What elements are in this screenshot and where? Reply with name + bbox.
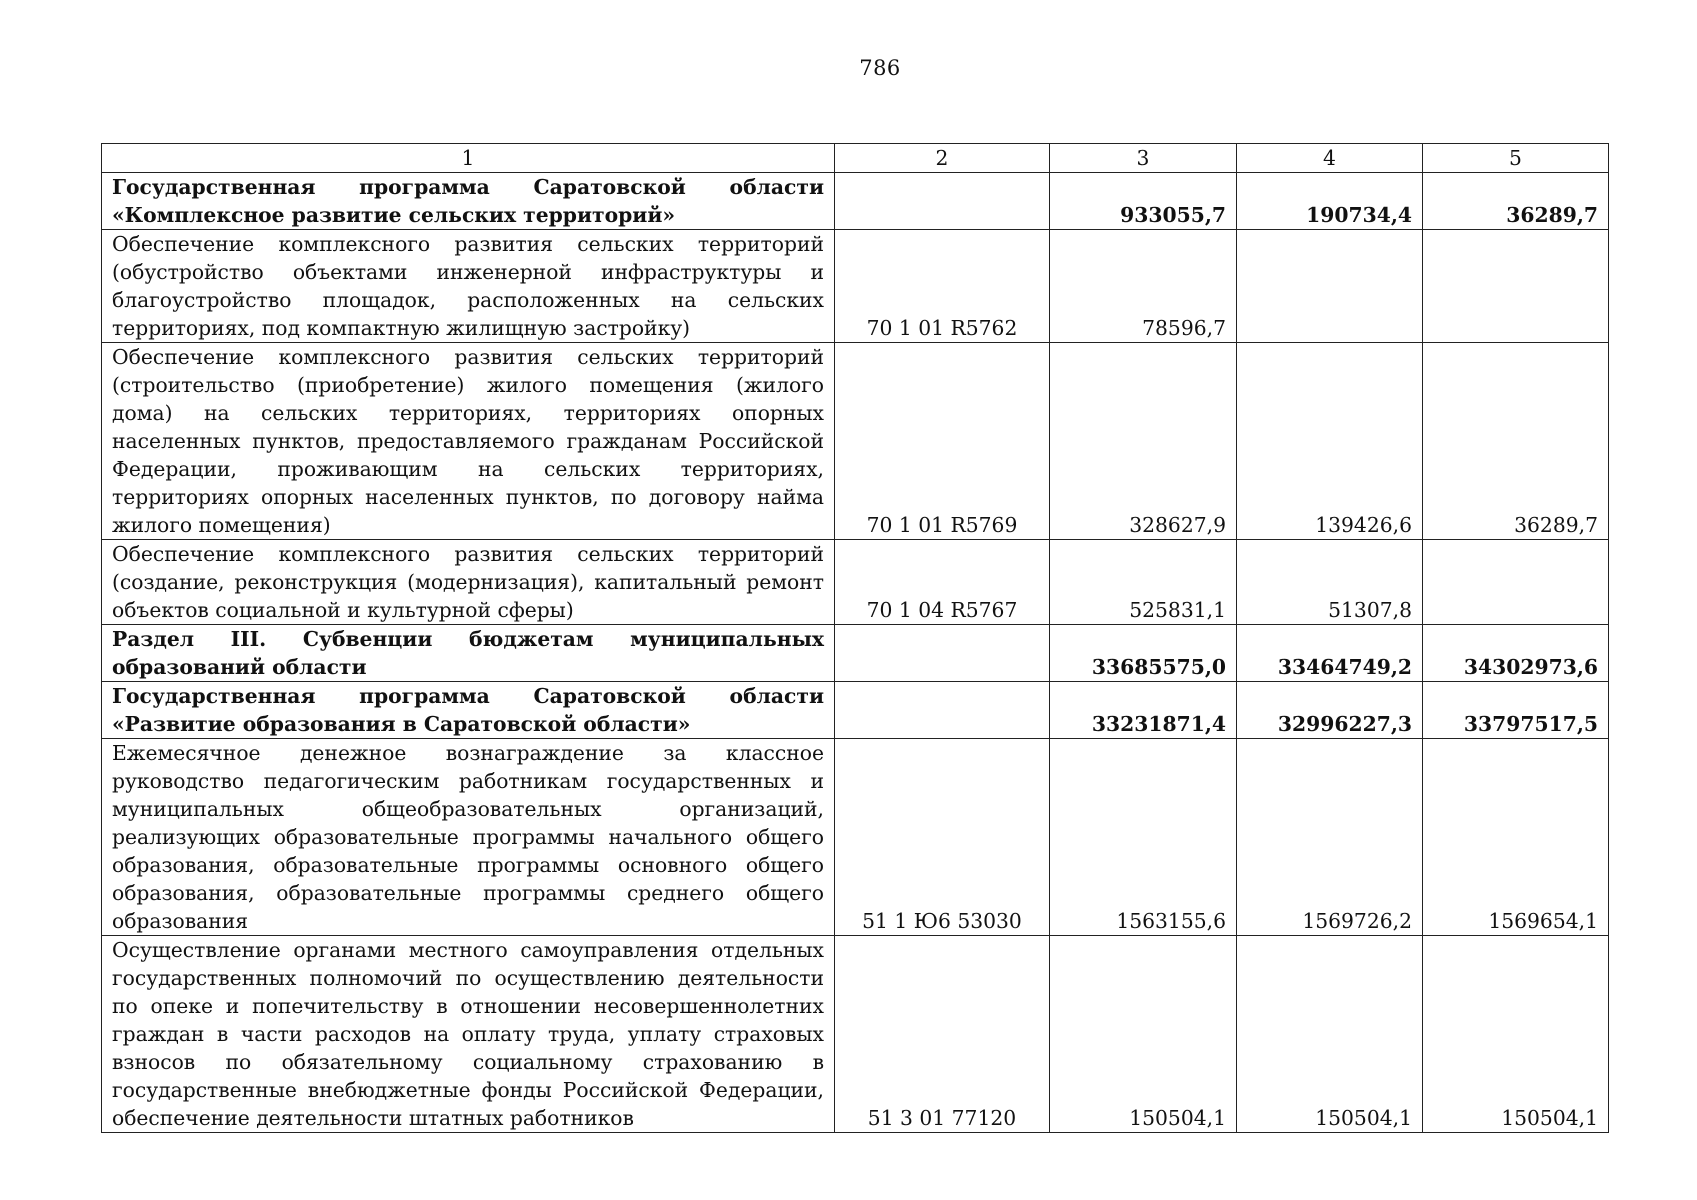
table-row xyxy=(102,230,1609,343)
row-name: Обеспечение комплексного развития сельских территорий (создание, реконструкция (модернизация), капитальный ремонт объектов социальной и культурной сферы) xyxy=(102,540,835,625)
row-code xyxy=(835,173,1050,230)
table-row-program xyxy=(102,173,1609,230)
table-row xyxy=(102,936,1609,1133)
row-value-col5: 150504,1 xyxy=(1423,936,1609,1133)
row-code: 70 1 04 R5767 xyxy=(835,540,1050,625)
row-code: 51 3 01 77120 xyxy=(835,936,1050,1133)
column-header: 4 xyxy=(1237,144,1423,173)
row-value-col3: 78596,7 xyxy=(1050,230,1237,343)
row-value-col5: 34302973,6 xyxy=(1423,625,1609,682)
row-code: 51 1 Ю6 53030 xyxy=(835,739,1050,936)
row-value-col5: 1569654,1 xyxy=(1423,739,1609,936)
row-value-col3: 1563155,6 xyxy=(1050,739,1237,936)
row-name: Раздел III. Субвенции бюджетам муниципальных образований области xyxy=(102,625,835,682)
table-header-row xyxy=(102,144,1609,173)
column-header: 3 xyxy=(1050,144,1237,173)
row-value-col4 xyxy=(1237,230,1423,343)
row-code: 70 1 01 R5762 xyxy=(835,230,1050,343)
table-row xyxy=(102,540,1609,625)
table-row-section xyxy=(102,625,1609,682)
table-row xyxy=(102,343,1609,540)
row-value-col5: 33797517,5 xyxy=(1423,682,1609,739)
row-value-col3: 33231871,4 xyxy=(1050,682,1237,739)
row-value-col4: 139426,6 xyxy=(1237,343,1423,540)
row-code xyxy=(835,682,1050,739)
row-value-col4: 51307,8 xyxy=(1237,540,1423,625)
row-name: Ежемесячное денежное вознаграждение за классное руководство педагогическим работникам государственных и муниципальных общеобразовательных организаций, реализующих образовательные программы начального общего образования, образовательные программы основного общего образования, образовательные программы среднего общего образования xyxy=(102,739,835,936)
row-name: Государственная программа Саратовской области «Комплексное развитие сельских территорий» xyxy=(102,173,835,230)
row-value-col3: 328627,9 xyxy=(1050,343,1237,540)
row-value-col3: 33685575,0 xyxy=(1050,625,1237,682)
row-value-col4: 33464749,2 xyxy=(1237,625,1423,682)
budget-table xyxy=(101,143,1609,1133)
table-row-program xyxy=(102,682,1609,739)
row-code: 70 1 01 R5769 xyxy=(835,343,1050,540)
table-row xyxy=(102,739,1609,936)
row-value-col5: 36289,7 xyxy=(1423,173,1609,230)
row-value-col5: 36289,7 xyxy=(1423,343,1609,540)
row-name: Государственная программа Саратовской области «Развитие образования в Саратовской области» xyxy=(102,682,835,739)
row-name: Осуществление органами местного самоуправления отдельных государственных полномочий по осуществлению деятельности по опеке и попечительству в отношении несовершеннолетних граждан в части расходов на оплату труда, уплату страховых взносов по обязательному социальному страхованию в государственные внебюджетные фонды Российской Федерации, обеспечение деятельности штатных работников xyxy=(102,936,835,1133)
row-value-col5 xyxy=(1423,230,1609,343)
column-header: 5 xyxy=(1423,144,1609,173)
row-value-col3: 933055,7 xyxy=(1050,173,1237,230)
page-number: 786 xyxy=(859,56,901,80)
row-value-col4: 150504,1 xyxy=(1237,936,1423,1133)
column-header: 2 xyxy=(835,144,1050,173)
row-name: Обеспечение комплексного развития сельских территорий (обустройство объектами инженерной инфраструктуры и благоустройство площадок, расположенных на сельских территориях, под компактную жилищную застройку) xyxy=(102,230,835,343)
row-value-col5 xyxy=(1423,540,1609,625)
column-header: 1 xyxy=(102,144,835,173)
row-value-col3: 150504,1 xyxy=(1050,936,1237,1133)
row-name: Обеспечение комплексного развития сельских территорий (строительство (приобретение) жилого помещения (жилого дома) на сельских территориях, территориях опорных населенных пунктов, предоставляемого гражданам Российской Федерации, проживающим на сельских территориях, территориях опорных населенных пунктов, по договору найма жилого помещения) xyxy=(102,343,835,540)
row-value-col3: 525831,1 xyxy=(1050,540,1237,625)
row-value-col4: 190734,4 xyxy=(1237,173,1423,230)
row-value-col4: 32996227,3 xyxy=(1237,682,1423,739)
row-value-col4: 1569726,2 xyxy=(1237,739,1423,936)
row-code xyxy=(835,625,1050,682)
